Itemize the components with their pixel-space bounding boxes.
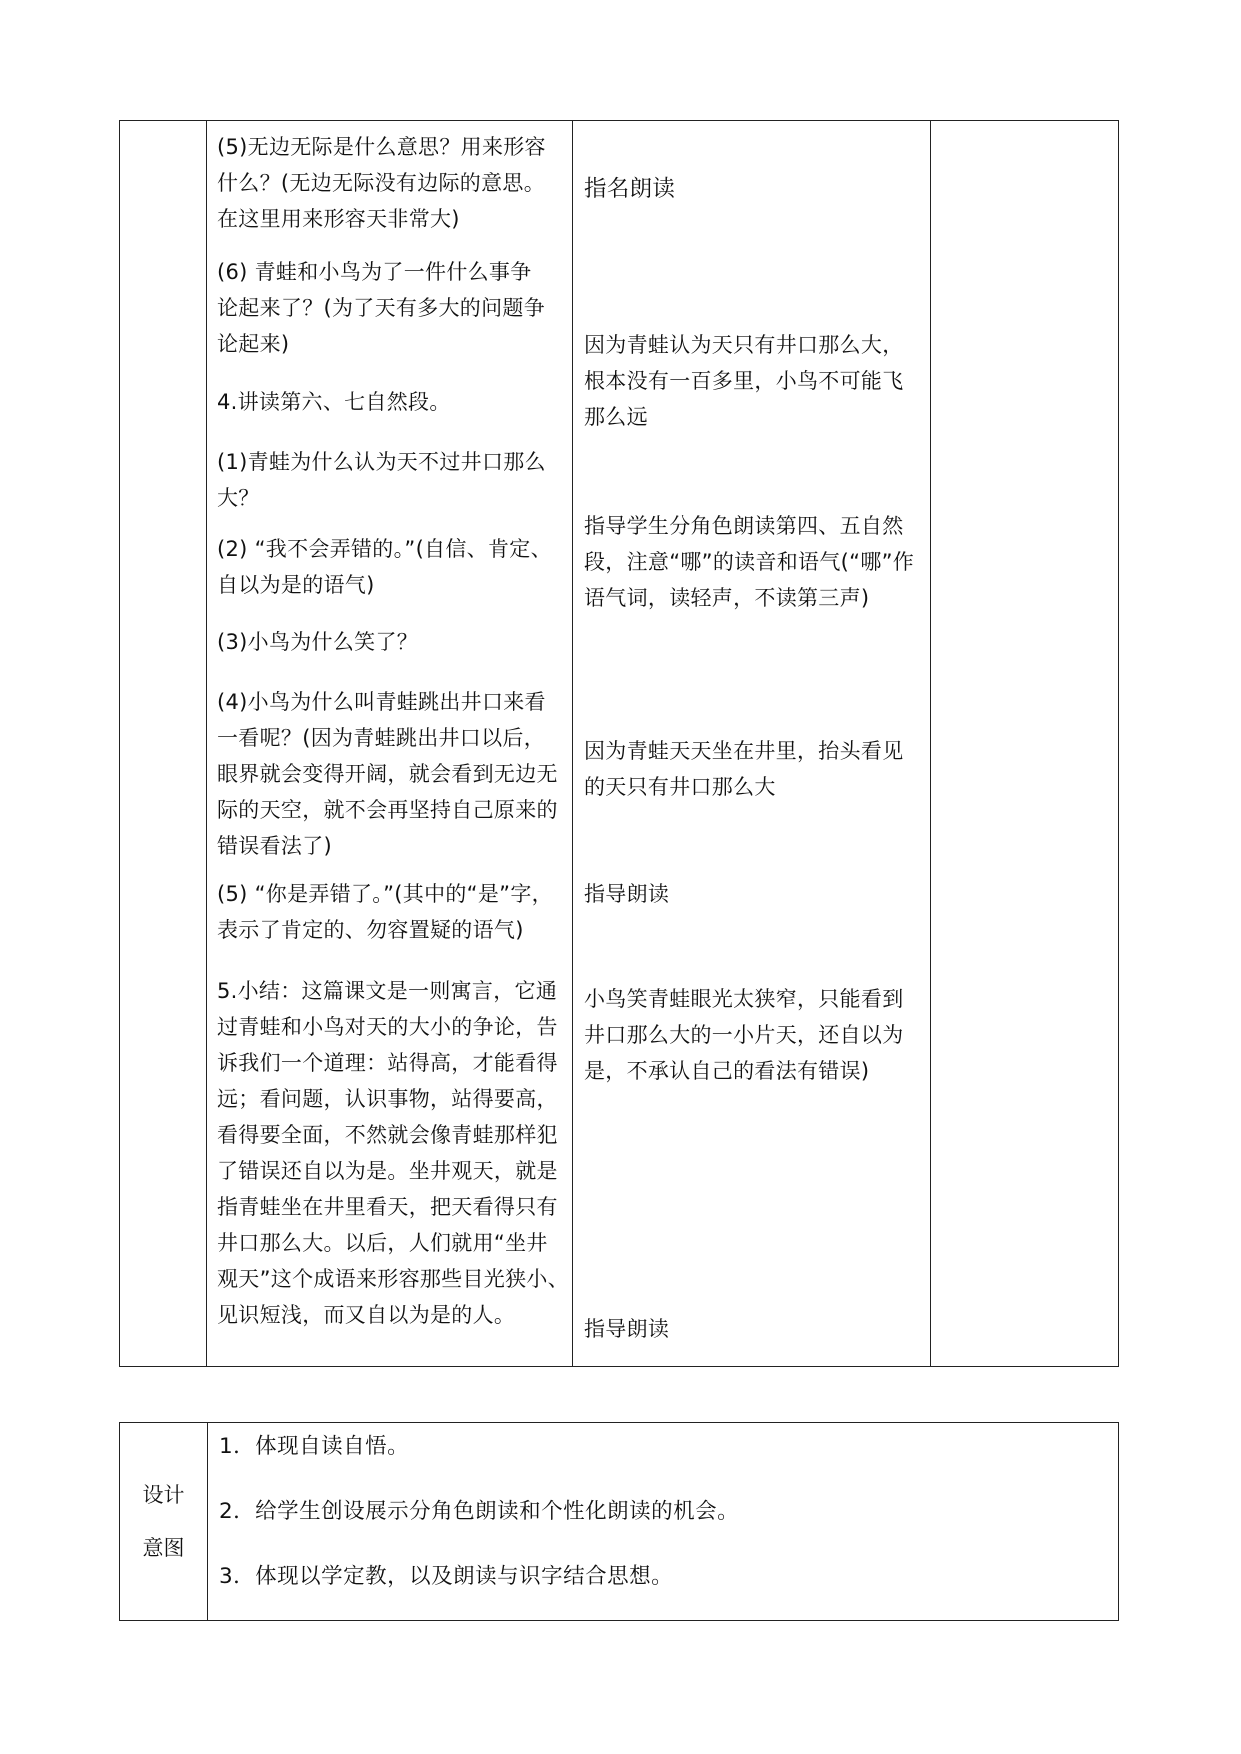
guidance-read-aloud-3: 指导朗读 — [584, 1317, 670, 1341]
question-5b-paragraph: (5) “你是弄错了。”(其中的“是”字， 表示了肯定的、勿容置疑的语气) — [217, 882, 553, 942]
design-intent-label — [120, 1423, 208, 1621]
summary-paragraph: 5.小结：这篇课文是一则寓言，它通 过青蛙和小鸟对天的大小的争论，告 诉我们一个道理：站得高，才能看得 远；看问题，认识事物，站得要高， 看得要全面，不然就会像青蛙那样犯 了错误还自以为是。坐井观天，就是 指青蛙坐在井里看天，把天看得只有 井口那么大。以后，人们就用“坐井 观天”这个成语来形容那些目光狭小、 见识短浅，而又自以为是的人。 — [217, 979, 569, 1327]
section-4-heading: 4.讲读第六、七自然段。 — [217, 390, 451, 414]
design-intent-content — [208, 1423, 1119, 1621]
lesson-table — [119, 120, 1119, 1367]
guidance-answer-1: 因为青蛙认为天只有井口那么大， 根本没有一百多里，小鸟不可能飞 那么远 — [584, 333, 904, 429]
question-2-paragraph: (2) “我不会弄错的。”(自信、肯定、 自以为是的语气) — [217, 537, 552, 597]
design-item-1: 1．体现自读自悟。 — [219, 1434, 410, 1459]
design-row — [120, 1423, 1119, 1621]
design-item-2: 2．给学生创设展示分角色朗读和个性化朗读的机会。 — [219, 1499, 740, 1524]
lesson-guidance-cell — [573, 121, 931, 1367]
design-item-3: 3．体现以学定教，以及朗读与识字结合思想。 — [219, 1564, 674, 1589]
lesson-col4-cell — [931, 121, 1119, 1367]
guidance-answer-2: 因为青蛙天天坐在井里，抬头看见 的天只有井口那么大 — [584, 739, 904, 799]
lesson-content-cell — [207, 121, 573, 1367]
lesson-col1-cell — [120, 121, 207, 1367]
question-1-paragraph: (1)青蛙为什么认为天不过井口那么 大？ — [217, 450, 546, 510]
design-intent-table — [119, 1422, 1119, 1621]
question-4-paragraph: (4)小鸟为什么叫青蛙跳出井口来看 一看呢？(因为青蛙跳出井口以后， 眼界就会变得开阔，就会看到无边无 际的天空，就不会再坚持自己原来的 错误看法了) — [217, 690, 558, 858]
question-6-paragraph: (6) 青蛙和小鸟为了一件什么事争 论起来了？(为了天有多大的问题争 论起来) — [217, 260, 545, 356]
design-label-line1: 设计 — [142, 1482, 185, 1507]
guidance-role-reading: 指导学生分角色朗读第四、五自然 段，注意“哪”的读音和语气(“哪”作 语气词，读轻声，不读第三声) — [584, 514, 915, 610]
lesson-row — [120, 121, 1119, 1367]
guidance-read-aloud-1: 指名朗读 — [584, 176, 676, 202]
design-label-line2: 意图 — [142, 1535, 185, 1560]
question-5-paragraph: (5)无边无际是什么意思？用来形容 什么？(无边无际没有边际的意思。 在这里用来形容天非常大) — [217, 135, 546, 231]
guidance-answer-3: 小鸟笑青蛙眼光太狭窄，只能看到 井口那么大的一小片天，还自以为 是，不承认自己的看法有错误) — [584, 987, 904, 1083]
question-3-paragraph: (3)小鸟为什么笑了？ — [217, 630, 419, 654]
guidance-read-aloud-2: 指导朗读 — [584, 882, 670, 906]
